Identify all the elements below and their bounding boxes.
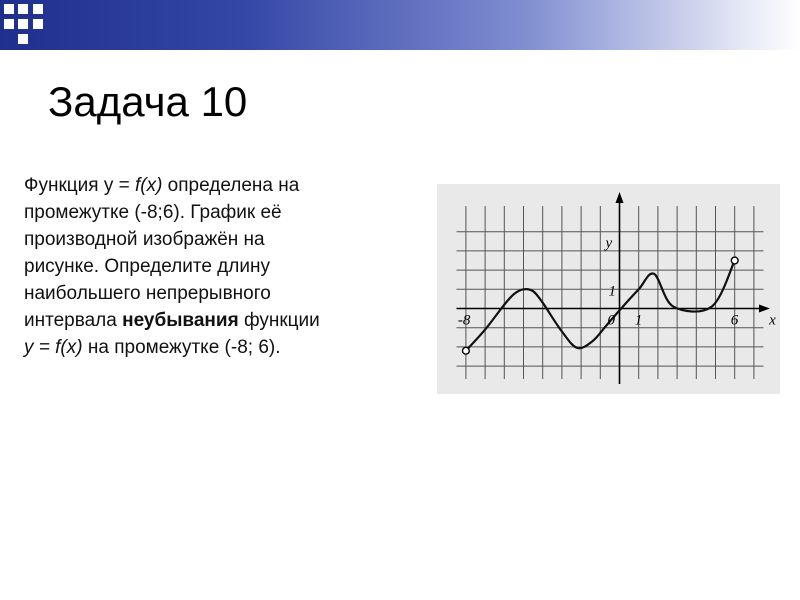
task-line-4: рисунке. Определите длину (24, 256, 270, 277)
top-banner (0, 0, 800, 50)
open-endpoint (463, 347, 470, 354)
corner-decoration (0, 0, 70, 50)
tick-label-x-min: -8 (457, 312, 471, 329)
task-line-5: наибольшего непрерывного (24, 283, 271, 304)
tick-label-origin: 0 (607, 312, 615, 329)
task-line-7: y = f(x) на промежутке (-8; 6). (24, 337, 281, 358)
derivative-graph (437, 184, 780, 394)
task-statement (24, 172, 444, 361)
task-line-6: интервала неубывания функции (24, 310, 320, 331)
tick-label-x-max: 6 (730, 312, 739, 329)
task-line-1: Функция y = f(x) определена на (24, 175, 300, 196)
tick-label-x-one: 1 (634, 312, 643, 329)
tick-label-y-one: 1 (608, 283, 616, 300)
slide-title: Задача 10 (48, 78, 248, 125)
task-line-2: промежутке (-8;6). График её (24, 202, 282, 223)
y-axis-label: y (605, 235, 613, 252)
open-endpoint (731, 257, 738, 264)
task-line-3: производной изображён на (24, 229, 265, 250)
x-axis-label: x (769, 312, 776, 329)
y-axis-arrow (616, 192, 624, 203)
x-axis-arrow (759, 305, 770, 313)
emphasis-word: неубывания (122, 310, 239, 331)
derivative-graph-svg (437, 184, 780, 394)
